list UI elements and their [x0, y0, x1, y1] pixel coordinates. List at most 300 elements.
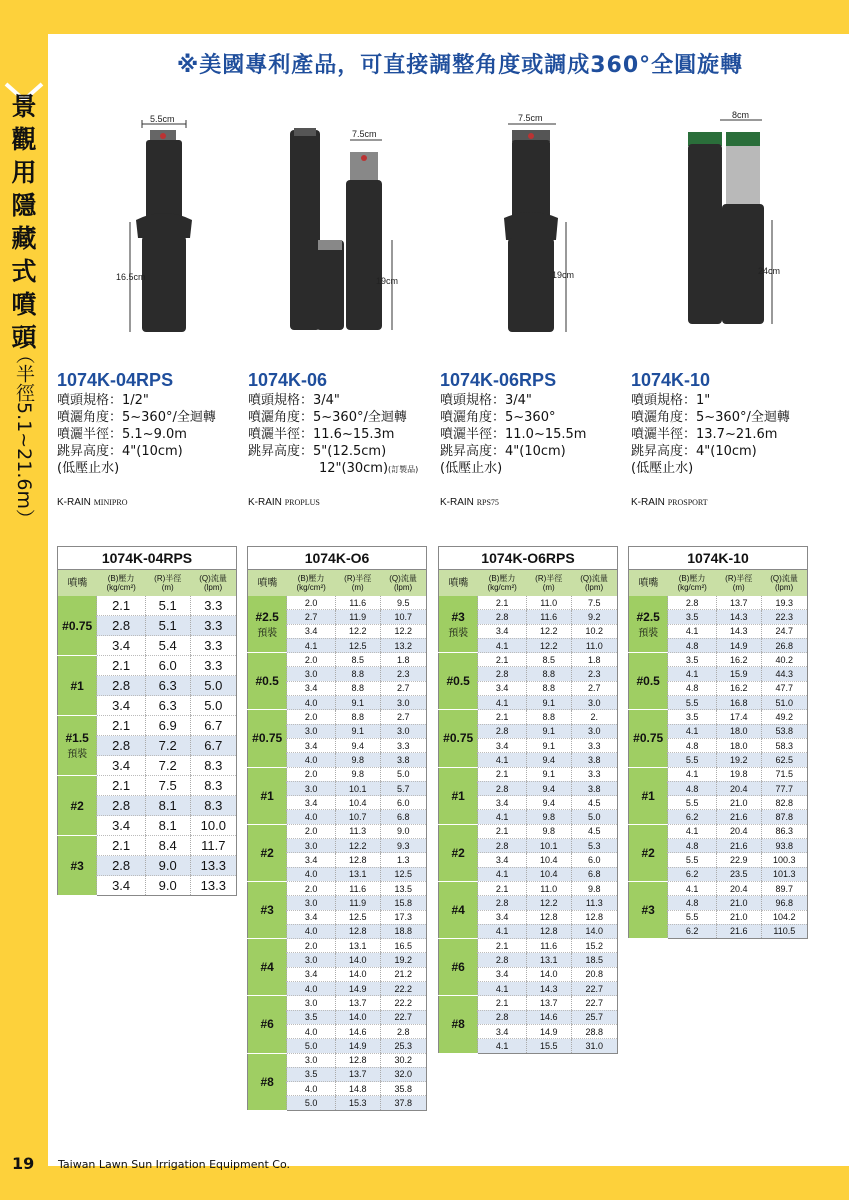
- value-cell: 2.1: [478, 996, 526, 1010]
- sidebar-title-char: 用: [11, 158, 37, 187]
- value-cell: 40.2: [761, 653, 807, 667]
- value-cell: 12.8: [526, 910, 571, 924]
- value-cell: 104.2: [761, 910, 807, 924]
- value-cell: 89.7: [761, 881, 807, 895]
- value-cell: 11.3: [335, 824, 380, 838]
- value-cell: 9.8: [526, 810, 571, 824]
- value-cell: 2.0: [287, 939, 335, 953]
- value-cell: 10.1: [335, 781, 380, 795]
- value-cell: 2.8: [478, 953, 526, 967]
- value-cell: 10.7: [380, 610, 426, 624]
- table-row: [629, 710, 808, 724]
- value-cell: 51.0: [761, 696, 807, 710]
- value-cell: 47.7: [761, 681, 807, 695]
- value-cell: 4.1: [478, 1039, 526, 1053]
- value-cell: 3.0: [287, 781, 335, 795]
- value-cell: 93.8: [761, 839, 807, 853]
- value-cell: 14.9: [526, 1024, 571, 1038]
- value-cell: 22.3: [761, 610, 807, 624]
- value-cell: 2.0: [287, 881, 335, 895]
- value-cell: 4.0: [287, 982, 335, 996]
- nozzle-cell: #0.75: [58, 596, 97, 656]
- value-cell: 8.1: [145, 816, 190, 836]
- value-cell: 3.0: [380, 724, 426, 738]
- value-cell: 2.8: [478, 1010, 526, 1024]
- value-cell: 14.3: [526, 982, 571, 996]
- performance-table-06: [247, 546, 427, 1111]
- value-cell: 2.8: [478, 724, 526, 738]
- spec-line: 噴灑角度：5~360°/全迴轉: [248, 410, 407, 425]
- value-cell: 101.3: [761, 867, 807, 881]
- value-cell: 3.0: [571, 724, 617, 738]
- value-cell: 32.0: [380, 1067, 426, 1081]
- value-cell: 5.5: [668, 796, 716, 810]
- value-cell: 6.7: [190, 716, 236, 736]
- nozzle-cell: #3: [629, 881, 668, 938]
- value-cell: 13.3: [190, 876, 236, 896]
- value-cell: 6.3: [145, 676, 190, 696]
- spec-line: 12"(30cm)(訂製品): [319, 461, 419, 476]
- value-cell: 3.0: [380, 696, 426, 710]
- value-cell: 2.1: [97, 776, 145, 796]
- value-cell: 11.0: [526, 596, 571, 610]
- table-row: [248, 996, 427, 1010]
- value-cell: 2.0: [287, 710, 335, 724]
- value-cell: 13.7: [526, 996, 571, 1010]
- value-cell: 16.5: [380, 939, 426, 953]
- performance-table-04rps: [57, 546, 237, 896]
- value-cell: 14.0: [526, 967, 571, 981]
- table-row: [439, 710, 618, 724]
- value-cell: 2.1: [97, 716, 145, 736]
- value-cell: 5.0: [571, 810, 617, 824]
- table-title: 1074K-10: [629, 547, 808, 570]
- value-cell: 22.7: [380, 1010, 426, 1024]
- value-cell: 9.8: [335, 753, 380, 767]
- nozzle-cell: #1: [58, 656, 97, 716]
- spec-line: 噴灑半徑：11.6~15.3m: [248, 427, 395, 442]
- value-cell: 3.4: [97, 696, 145, 716]
- value-cell: 9.4: [526, 796, 571, 810]
- sidebar-title: [6, 90, 42, 354]
- value-cell: 12.2: [526, 624, 571, 638]
- value-cell: 5.7: [380, 781, 426, 795]
- product-image-06: [270, 120, 410, 340]
- value-cell: 4.1: [287, 638, 335, 652]
- value-cell: 22.9: [716, 853, 761, 867]
- value-cell: 28.8: [571, 1024, 617, 1038]
- value-cell: 3.8: [571, 781, 617, 795]
- value-cell: 21.6: [716, 924, 761, 938]
- value-cell: 4.1: [478, 924, 526, 938]
- value-cell: 3.3: [190, 656, 236, 676]
- table-row: [439, 824, 618, 838]
- value-cell: 19.2: [716, 753, 761, 767]
- value-cell: 3.0: [571, 696, 617, 710]
- dim-height-label: 19cm: [552, 270, 575, 280]
- value-cell: 6.7: [190, 736, 236, 756]
- value-cell: 9.4: [335, 738, 380, 752]
- value-cell: 9.5: [380, 596, 426, 610]
- value-cell: 4.5: [571, 796, 617, 810]
- value-cell: 13.7: [716, 596, 761, 610]
- nozzle-cell: #0.75: [439, 710, 478, 767]
- value-cell: 8.8: [526, 710, 571, 724]
- nozzle-cell: #0.5: [248, 653, 287, 710]
- value-cell: 9.0: [380, 824, 426, 838]
- page-number: 19: [12, 1154, 35, 1173]
- value-cell: 11.0: [526, 881, 571, 895]
- value-cell: 8.8: [335, 710, 380, 724]
- value-cell: 12.2: [335, 624, 380, 638]
- value-cell: 8.8: [526, 667, 571, 681]
- value-cell: 8.5: [526, 653, 571, 667]
- value-cell: 2.3: [571, 667, 617, 681]
- value-cell: 3.4: [97, 816, 145, 836]
- value-cell: 20.4: [716, 824, 761, 838]
- value-cell: 3.0: [287, 667, 335, 681]
- value-cell: 23.5: [716, 867, 761, 881]
- value-cell: 3.8: [571, 753, 617, 767]
- bottom-bar: [0, 1166, 849, 1200]
- value-cell: 2.8: [97, 856, 145, 876]
- value-cell: 3.4: [478, 910, 526, 924]
- value-cell: 1.8: [571, 653, 617, 667]
- value-cell: 22.2: [380, 982, 426, 996]
- value-cell: 12.2: [380, 624, 426, 638]
- value-cell: 14.9: [335, 982, 380, 996]
- value-cell: 4.8: [668, 738, 716, 752]
- table-title: 1074K-04RPS: [58, 547, 237, 570]
- value-cell: 15.2: [571, 939, 617, 953]
- spec-line: 噴灑半徑：5.1~9.0m: [57, 427, 187, 442]
- table-row: [248, 881, 427, 895]
- value-cell: 3.4: [478, 853, 526, 867]
- value-cell: 14.0: [335, 1010, 380, 1024]
- value-cell: 14.0: [335, 967, 380, 981]
- product-image-10: [670, 110, 790, 340]
- column-header: (B)壓力 (kg/cm²): [478, 570, 526, 597]
- value-cell: 12.5: [380, 867, 426, 881]
- value-cell: 2.7: [287, 610, 335, 624]
- value-cell: 8.3: [190, 756, 236, 776]
- value-cell: 21.6: [716, 839, 761, 853]
- value-cell: 3.4: [97, 636, 145, 656]
- value-cell: 2.8: [380, 1024, 426, 1038]
- value-cell: 4.0: [287, 753, 335, 767]
- value-cell: 6.0: [380, 796, 426, 810]
- value-cell: 8.4: [145, 836, 190, 856]
- value-cell: 5.0: [190, 696, 236, 716]
- value-cell: 2.1: [478, 596, 526, 610]
- value-cell: 3.3: [190, 636, 236, 656]
- sidebar-title-char: 隱: [11, 191, 37, 220]
- dim-height-label: 24cm: [758, 266, 781, 276]
- spec-line: (低壓止水): [57, 461, 120, 476]
- value-cell: 31.0: [571, 1039, 617, 1053]
- value-cell: 35.8: [380, 1082, 426, 1096]
- value-cell: 12.8: [526, 924, 571, 938]
- value-cell: 3.4: [287, 910, 335, 924]
- product-image-04rps: [110, 110, 220, 340]
- value-cell: 21.0: [716, 896, 761, 910]
- value-cell: 2.1: [478, 939, 526, 953]
- value-cell: 10.7: [335, 810, 380, 824]
- value-cell: 9.0: [145, 856, 190, 876]
- column-header: (Q)流量 (lpm): [380, 570, 426, 597]
- value-cell: 62.5: [761, 753, 807, 767]
- column-header: (R)半徑 (m): [335, 570, 380, 597]
- value-cell: 9.2: [571, 610, 617, 624]
- table-row: [439, 881, 618, 895]
- column-header: (R)半徑 (m): [526, 570, 571, 597]
- value-cell: 3.5: [668, 610, 716, 624]
- value-cell: 5.5: [668, 696, 716, 710]
- value-cell: 2.1: [478, 710, 526, 724]
- value-cell: 3.5: [287, 1010, 335, 1024]
- value-cell: 12.2: [335, 839, 380, 853]
- value-cell: 25.3: [380, 1039, 426, 1053]
- value-cell: 10.0: [190, 816, 236, 836]
- spec-line: 噴頭規格：1/2": [57, 393, 149, 408]
- value-cell: 21.2: [380, 967, 426, 981]
- value-cell: 3.4: [287, 738, 335, 752]
- value-cell: 11.6: [526, 610, 571, 624]
- spec-line: (低壓止水): [440, 461, 503, 476]
- nozzle-cell: #1.5 預裝: [58, 716, 97, 776]
- spec-line: (低壓止水): [631, 461, 694, 476]
- value-cell: 77.7: [761, 781, 807, 795]
- value-cell: 3.4: [478, 738, 526, 752]
- value-cell: 14.6: [526, 1010, 571, 1024]
- column-header: (R)半徑 (m): [716, 570, 761, 597]
- value-cell: 9.8: [335, 767, 380, 781]
- value-cell: 2.0: [287, 767, 335, 781]
- value-cell: 14.9: [716, 638, 761, 652]
- nozzle-cell: #3: [248, 881, 287, 938]
- nozzle-cell: #0.75: [629, 710, 668, 767]
- value-cell: 9.1: [335, 696, 380, 710]
- spec-line: 跳昇高度：4"(10cm): [631, 444, 757, 459]
- value-cell: 3.3: [571, 767, 617, 781]
- value-cell: 11.6: [335, 881, 380, 895]
- value-cell: 2.8: [97, 736, 145, 756]
- value-cell: 82.8: [761, 796, 807, 810]
- value-cell: 4.8: [668, 839, 716, 853]
- value-cell: 15.5: [526, 1039, 571, 1053]
- value-cell: 8.3: [190, 776, 236, 796]
- value-cell: 4.0: [287, 1024, 335, 1038]
- value-cell: 4.1: [668, 724, 716, 738]
- sidebar-title-char: 藏: [11, 224, 37, 253]
- value-cell: 11.3: [571, 896, 617, 910]
- value-cell: 4.1: [668, 824, 716, 838]
- table-row: [248, 939, 427, 953]
- value-cell: 13.3: [190, 856, 236, 876]
- spec-line: 噴灑角度：5~360°/全迴轉: [631, 410, 790, 425]
- column-header: (Q)流量 (lpm): [761, 570, 807, 597]
- nozzle-cell: #0.5: [629, 653, 668, 710]
- nozzle-cell: #4: [439, 881, 478, 938]
- value-cell: 14.3: [716, 624, 761, 638]
- sidebar-title-char: 觀: [11, 125, 37, 154]
- value-cell: 14.8: [335, 1082, 380, 1096]
- value-cell: 2.1: [478, 767, 526, 781]
- value-cell: 3.4: [97, 756, 145, 776]
- value-cell: 16.2: [716, 653, 761, 667]
- value-cell: 7.2: [145, 736, 190, 756]
- value-cell: 20.4: [716, 781, 761, 795]
- nozzle-cell: #1: [439, 767, 478, 824]
- value-cell: 6.2: [668, 810, 716, 824]
- table-row: [248, 1053, 427, 1067]
- value-cell: 19.3: [761, 596, 807, 610]
- nozzle-cell: #4: [248, 939, 287, 996]
- value-cell: 3.4: [478, 624, 526, 638]
- top-bar: [0, 0, 849, 34]
- value-cell: 4.1: [478, 810, 526, 824]
- value-cell: 5.0: [287, 1039, 335, 1053]
- table-title: 1074K-O6RPS: [439, 547, 618, 570]
- value-cell: 2.8: [478, 610, 526, 624]
- value-cell: 9.3: [380, 839, 426, 853]
- value-cell: 18.0: [716, 724, 761, 738]
- value-cell: 13.1: [335, 867, 380, 881]
- value-cell: 6.9: [145, 716, 190, 736]
- value-cell: 53.8: [761, 724, 807, 738]
- company-name: Taiwan Lawn Sun Irrigation Equipment Co.: [58, 1158, 291, 1171]
- value-cell: 4.8: [668, 638, 716, 652]
- value-cell: 13.1: [335, 939, 380, 953]
- value-cell: 15.8: [380, 896, 426, 910]
- value-cell: 9.8: [571, 881, 617, 895]
- value-cell: 3.4: [287, 681, 335, 695]
- value-cell: 4.0: [287, 1082, 335, 1096]
- value-cell: 4.1: [478, 696, 526, 710]
- value-cell: 2.1: [97, 656, 145, 676]
- value-cell: 4.0: [287, 696, 335, 710]
- nozzle-cell: #3: [58, 836, 97, 896]
- column-header: 噴嘴: [58, 570, 97, 597]
- value-cell: 8.5: [335, 653, 380, 667]
- value-cell: 17.3: [380, 910, 426, 924]
- spec-line: 噴灑角度：5~360°: [440, 410, 556, 425]
- value-cell: 9.1: [335, 724, 380, 738]
- value-cell: 4.1: [478, 753, 526, 767]
- spec-line: 噴頭規格：1": [631, 393, 711, 408]
- value-cell: 2.8: [97, 676, 145, 696]
- table-row: [439, 596, 618, 610]
- value-cell: 4.1: [478, 638, 526, 652]
- nozzle-cell: #0.5: [439, 653, 478, 710]
- value-cell: 71.5: [761, 767, 807, 781]
- value-cell: 12.8: [335, 853, 380, 867]
- column-header: 噴嘴: [439, 570, 478, 597]
- value-cell: 9.1: [526, 724, 571, 738]
- value-cell: 3.4: [287, 853, 335, 867]
- value-cell: 58.3: [761, 738, 807, 752]
- value-cell: 8.8: [335, 667, 380, 681]
- value-cell: 5.0: [287, 1096, 335, 1110]
- value-cell: 15.3: [335, 1096, 380, 1110]
- column-header: 噴嘴: [629, 570, 668, 597]
- brand-label: K-RAIN RPS75: [440, 497, 499, 508]
- value-cell: 14.0: [571, 924, 617, 938]
- table-title: 1074K-O6: [248, 547, 427, 570]
- value-cell: 24.7: [761, 624, 807, 638]
- value-cell: 3.4: [287, 967, 335, 981]
- value-cell: 9.1: [526, 738, 571, 752]
- nozzle-cell: #3 預裝: [439, 596, 478, 653]
- value-cell: 1.3: [380, 853, 426, 867]
- dim-height-label: 19cm: [376, 276, 399, 286]
- spec-line: 跳昇高度：4"(10cm): [57, 444, 183, 459]
- value-cell: 9.8: [526, 824, 571, 838]
- value-cell: 4.8: [668, 896, 716, 910]
- nozzle-cell: #6: [248, 996, 287, 1053]
- value-cell: 110.5: [761, 924, 807, 938]
- value-cell: 11.6: [526, 939, 571, 953]
- value-cell: 3.4: [478, 1024, 526, 1038]
- value-cell: 14.0: [335, 953, 380, 967]
- value-cell: 37.8: [380, 1096, 426, 1110]
- nozzle-cell: #1: [248, 767, 287, 824]
- value-cell: 2.8: [97, 796, 145, 816]
- value-cell: 17.4: [716, 710, 761, 724]
- value-cell: 13.1: [526, 953, 571, 967]
- value-cell: 25.7: [571, 1010, 617, 1024]
- value-cell: 3.0: [287, 1053, 335, 1067]
- value-cell: 6.8: [571, 867, 617, 881]
- value-cell: 2.8: [478, 667, 526, 681]
- table-row: [439, 996, 618, 1010]
- value-cell: 16.2: [716, 681, 761, 695]
- value-cell: 4.1: [668, 881, 716, 895]
- value-cell: 3.4: [478, 681, 526, 695]
- column-header: 噴嘴: [248, 570, 287, 597]
- table-row: [629, 653, 808, 667]
- value-cell: 2.1: [97, 596, 145, 616]
- value-cell: 3.0: [287, 896, 335, 910]
- value-cell: 4.0: [287, 810, 335, 824]
- value-cell: 12.8: [335, 1053, 380, 1067]
- value-cell: 2.8: [668, 596, 716, 610]
- nozzle-cell: #2: [248, 824, 287, 881]
- spec-line: 噴頭規格：3/4": [440, 393, 532, 408]
- value-cell: 11.9: [335, 610, 380, 624]
- value-cell: 2.3: [380, 667, 426, 681]
- value-cell: 13.7: [335, 996, 380, 1010]
- value-cell: 9.0: [145, 876, 190, 896]
- value-cell: 3.5: [668, 653, 716, 667]
- brand-label: K-RAIN MINIPRO: [57, 497, 128, 508]
- table-row: [439, 767, 618, 781]
- value-cell: 12.2: [526, 896, 571, 910]
- value-cell: 3.4: [97, 876, 145, 896]
- value-cell: 13.5: [380, 881, 426, 895]
- brand-label: K-RAIN PROPLUS: [248, 497, 320, 508]
- spec-list: [631, 392, 790, 477]
- value-cell: 14.9: [335, 1039, 380, 1053]
- value-cell: 2.7: [380, 681, 426, 695]
- performance-table-06rps: [438, 546, 618, 1054]
- value-cell: 10.1: [526, 839, 571, 853]
- value-cell: 18.5: [571, 953, 617, 967]
- value-cell: 10.4: [335, 796, 380, 810]
- value-cell: 2.1: [478, 824, 526, 838]
- value-cell: 21.6: [716, 810, 761, 824]
- value-cell: 4.1: [478, 867, 526, 881]
